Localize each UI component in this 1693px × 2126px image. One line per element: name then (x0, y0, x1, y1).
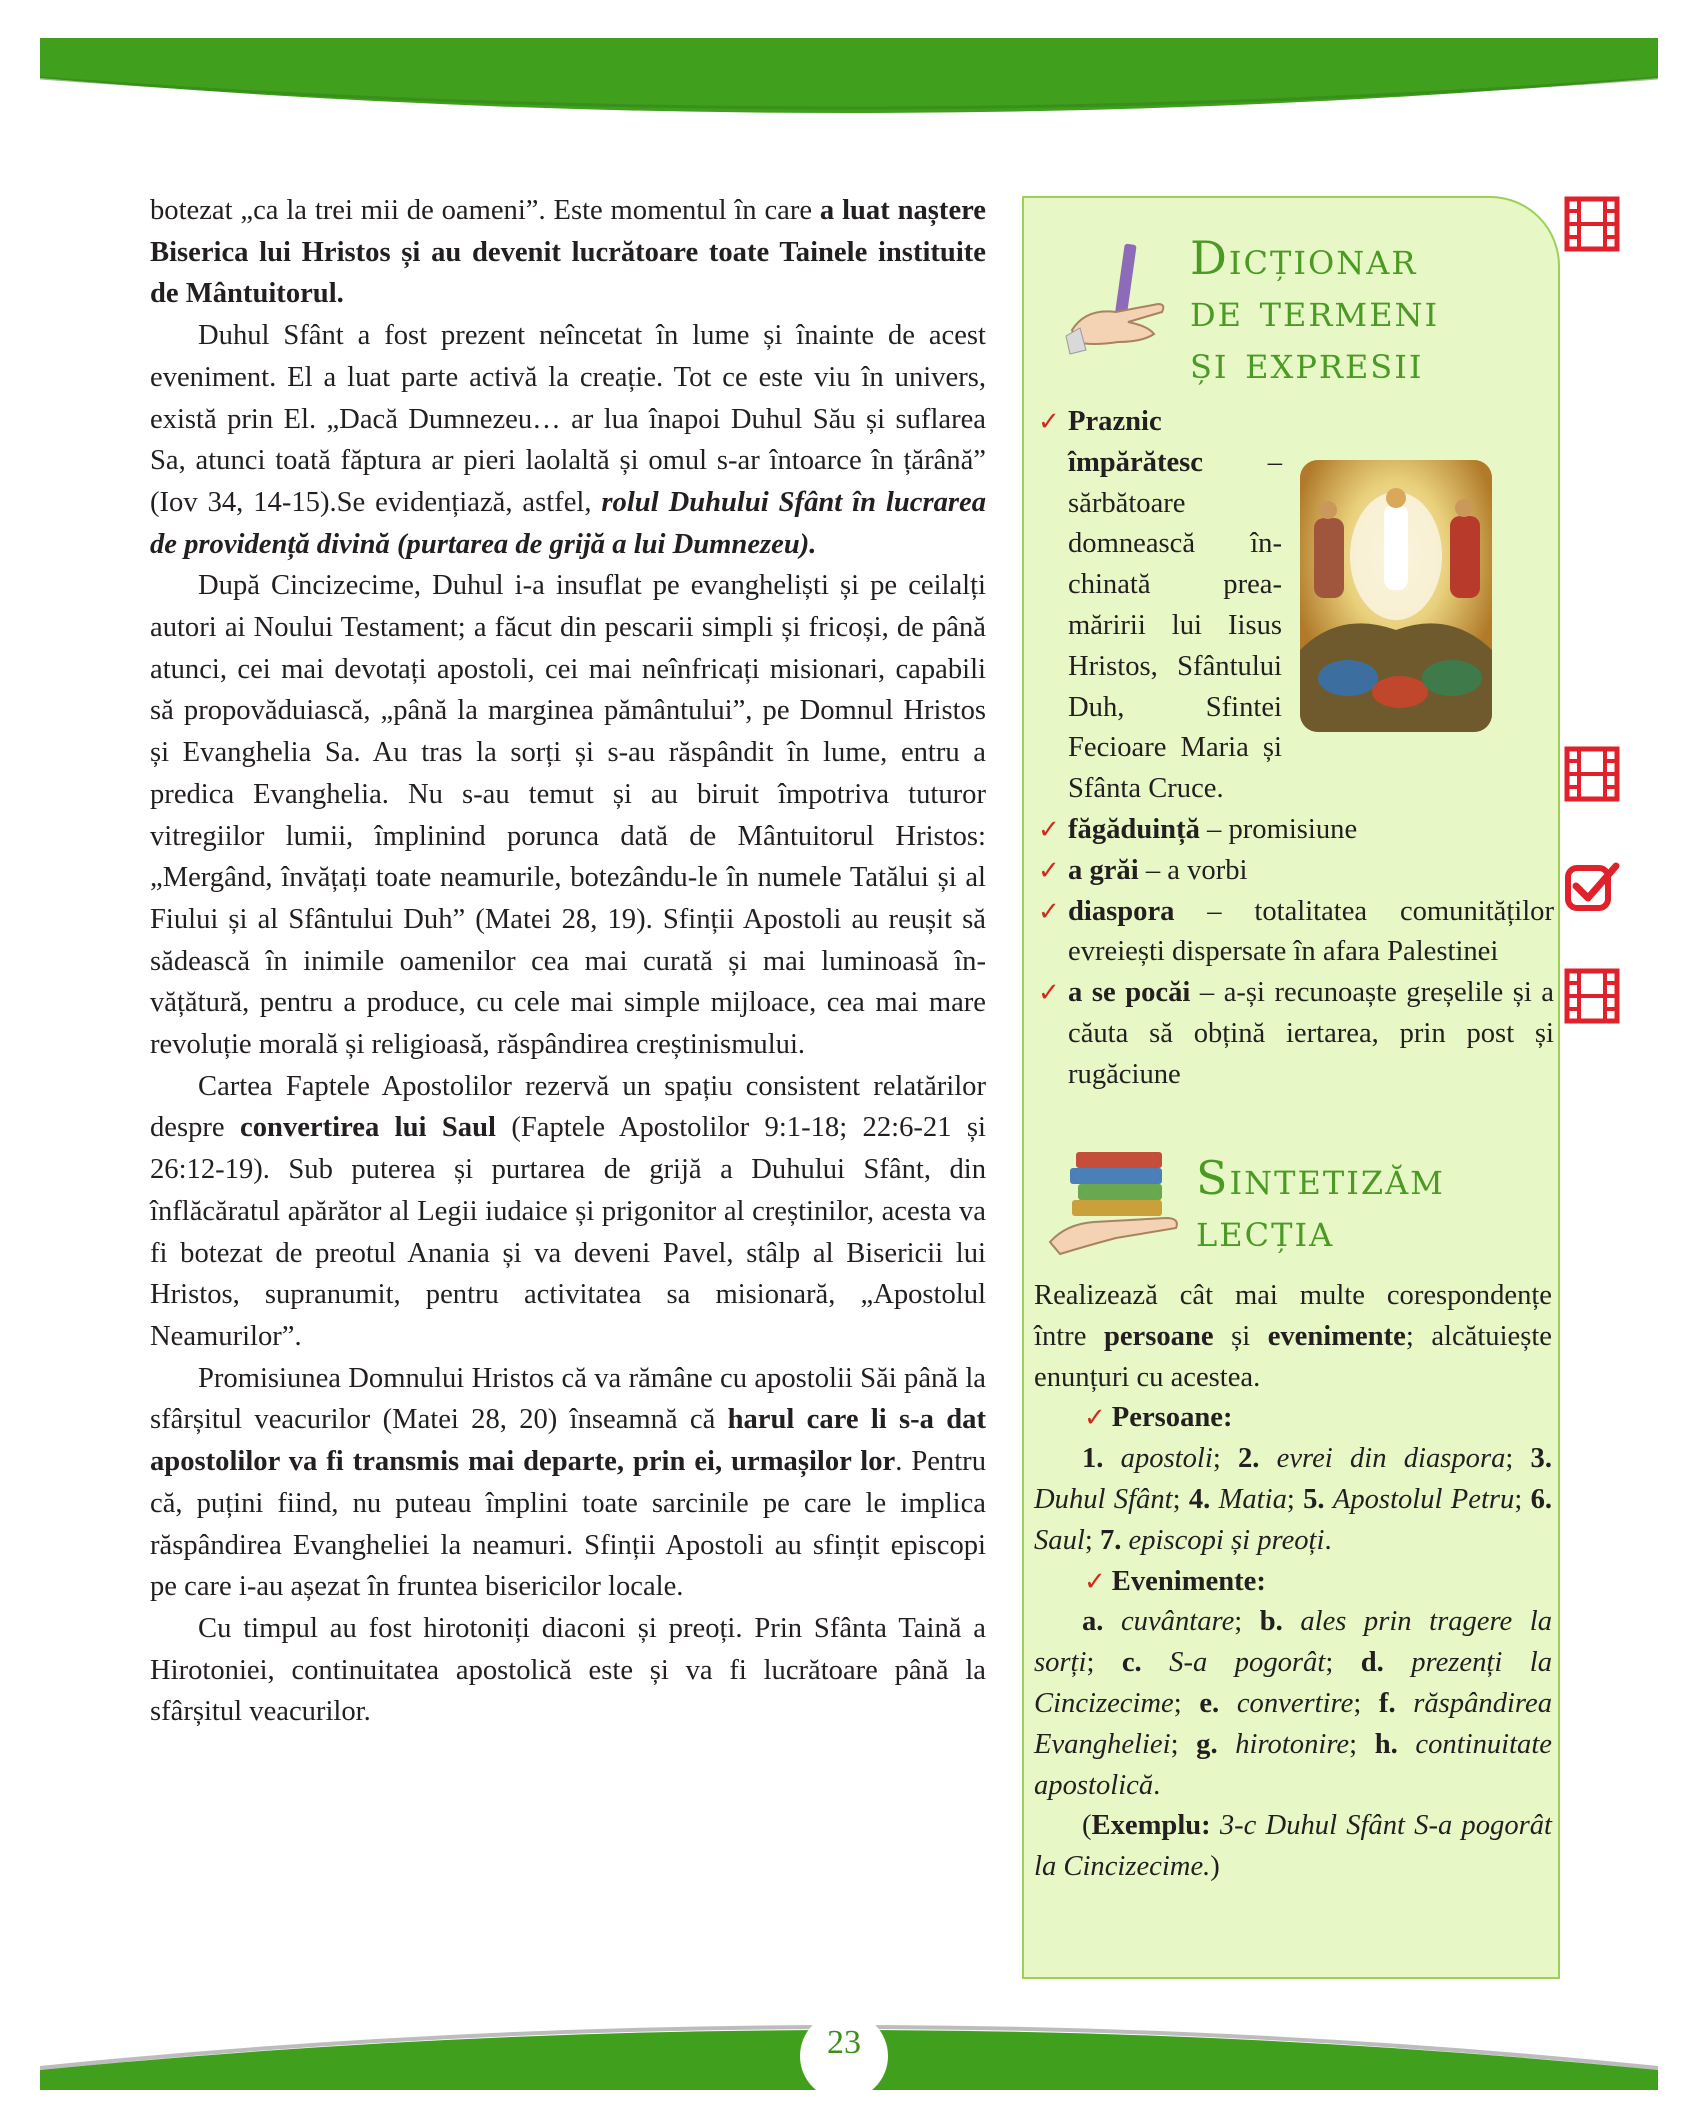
paragraph-6: Cu timpul au fost hirotoniți diaconi și preoți. Prin Sfânta Taină a Hirotoniei, continuitatea apostolică este și va fi lucrătoare până la sfârșitul veacurilor. (150, 1612, 986, 1728)
top-band-shape (40, 38, 1658, 122)
paragraph-3: După Cincizecime, Duhul i-a insuflat pe evangheliști și pe ceilalți autori ai Noului Testament; a făcut din pescarii simpli și fricoși, de până atunci, cei mai devotați apostoli, cei mai neînfricați misionari, capabili să propovăduiască, „până la marginea pământului”, pe Domnul Hristos și Evanghelia Sa. Au tras la sorți și s-au răspândit în lume, entru a predica Evanghelia. Nu s-au temut și au biruit împotriva tuturor vitregiilor lumii, împlinind porunca dată de Mântuitorul Hristos: „Mergând, învățați toate neamurile, botezându-le în numele Tatălui și al Fiului și al Sfântului Duh” (Matei 28, 19). Sfinții Apostoli au reușit să sădească în inimile oamenilor cea mai curată și mai luminoasă învățătură, pentru a produce, cu cele mai simple mijloace, cea mai mare revoluție morală și religioasă, răspândirea creștinismului. (150, 570, 986, 1061)
dictionary-item: ✓ a grăi – a vorbi (1034, 851, 1554, 892)
film-icon[interactable] (1564, 968, 1620, 1024)
main-text (150, 190, 986, 1733)
check-icon: ✓ (1038, 407, 1060, 437)
side-panel (1022, 196, 1560, 1979)
check-icon: ✓ (1038, 814, 1060, 845)
dictionary-item: ✓ a se pocăi – a-și recunoaște greșelile și a căuta să obțină iertarea, prin post și rugăciune (1034, 973, 1554, 1095)
persons-label: ✓ Persoane: (1084, 1402, 1233, 1434)
dictionary-list (1034, 402, 1554, 1096)
paragraph-4: Cartea Faptele Apostolilor rezervă un spațiu consistent relatărilor despre convertirea lui Saul (Faptele Apostolilor 9:1-18; 22:6-21 și 26:12-19). Sub puterea și purtarea de grijă a Duhului Sfânt, din înflăcăratul apărător al Legii iudaice și prigonitor al creștinilor, acesta va fi botezat de preotul Anania și va deveni Pavel, stâlp al Bisericii lui Hristos, supranumit, pentru activitatea sa misionară, „Apostolul Neamurilor”. (150, 1070, 986, 1352)
paragraph-1: botezat „ca la trei mii de oameni”. Este momentul în care a luat naștere Biserica lui Hristos și au devenit lucrătoare toate Tainele instituite de Mântuitorul. (150, 195, 987, 310)
paragraph-2: Duhul Sfânt a fost prezent neîncetat în lume și înainte de acest eveniment. El a luat parte activă la creație. Tot ce este viu în univers, există prin El. „Dacă Dumnezeu… ar lua înapoi Duhul Său și suflarea Sa, atunci toată făptura ar pieri laolaltă și omul s-ar întoarce în țărână” (Iov 34, 14-15).Se evidențiază, astfel, rolul Duhului Sfânt în lucrarea de providență divină (purtarea de grijă a lui Dumnezeu). (150, 320, 987, 560)
pen-hand-icon (1062, 238, 1180, 358)
check-icon: ✓ (1038, 896, 1060, 927)
film-icon[interactable] (1564, 746, 1620, 802)
dictionary-item: ✓ făgăduință – promisiune (1034, 810, 1554, 851)
check-icon: ✓ (1084, 1566, 1106, 1597)
persons-list: 1. apostoli; 2. evrei din diaspora; 3. Duhul Sfânt; 4. Matia; 5. Apostolul Petru; 6. Saul; 7. episcopi și preoți. (1034, 1443, 1553, 1556)
dictionary-heading: Dicționar de termeni și expresii (1190, 231, 1440, 389)
example: (Exemplu: 3-c Duhul Sfânt S-a pogorât la Cincizecime.) (1034, 1810, 1552, 1883)
check-icon: ✓ (1038, 855, 1060, 886)
top-band (40, 38, 1658, 122)
dictionary-item: ✓ diaspora – totalitatea comunităților evreiești dispersate în afara Palestinei (1034, 892, 1554, 974)
synthesis-heading: Sintetizăm lecția (1196, 1151, 1445, 1257)
checkbox-icon[interactable] (1564, 858, 1620, 914)
film-icon[interactable] (1564, 196, 1620, 252)
events-list: a. cuvântare; b. ales prin tragere la sorți; c. S-a pogorât; d. prezenți la Cincizecime; e. convertire; f. răspândirea Evangheliei; g. hirotonire; h. continuitate apostolică. (1034, 1606, 1553, 1801)
check-icon: ✓ (1084, 1403, 1106, 1434)
dictionary-item: ✓ Praznic împărătesc – sărbătoare domnească închinată preamăririi lui Iisus Hristos, Sfântului Duh, Sfintei Fecioare Maria și Sfânta Cruce. (1034, 402, 1282, 810)
paragraph-5: Promisiunea Domnului Hristos că va rămâne cu apostolii Săi până la sfârșitul veacurilor (Matei 28, 20) înseamnă că harul care li s-a dat apostolilor va fi transmis mai departe, prin ei, urmașilor lor. Pentru că, puțini fiind, nu puteau împlini toate sarcinile pe care le implica răspândirea Evangheliei la neamuri. Sfinții Apostoli au sfințit episcopi pe care i-au așezat în fruntea bisericilor locale. (150, 1362, 986, 1603)
books-hand-icon (1046, 1146, 1188, 1256)
synthesis-intro: Realizează cât mai multe corespondențe între persoane și evenimente; alcătuiește enunțuri cu acestea. (1034, 1280, 1552, 1393)
events-label: ✓ Evenimente: (1084, 1565, 1266, 1597)
synthesis-text (1034, 1276, 1552, 1888)
check-icon: ✓ (1038, 978, 1060, 1009)
page-number: 23 (827, 2024, 861, 2061)
